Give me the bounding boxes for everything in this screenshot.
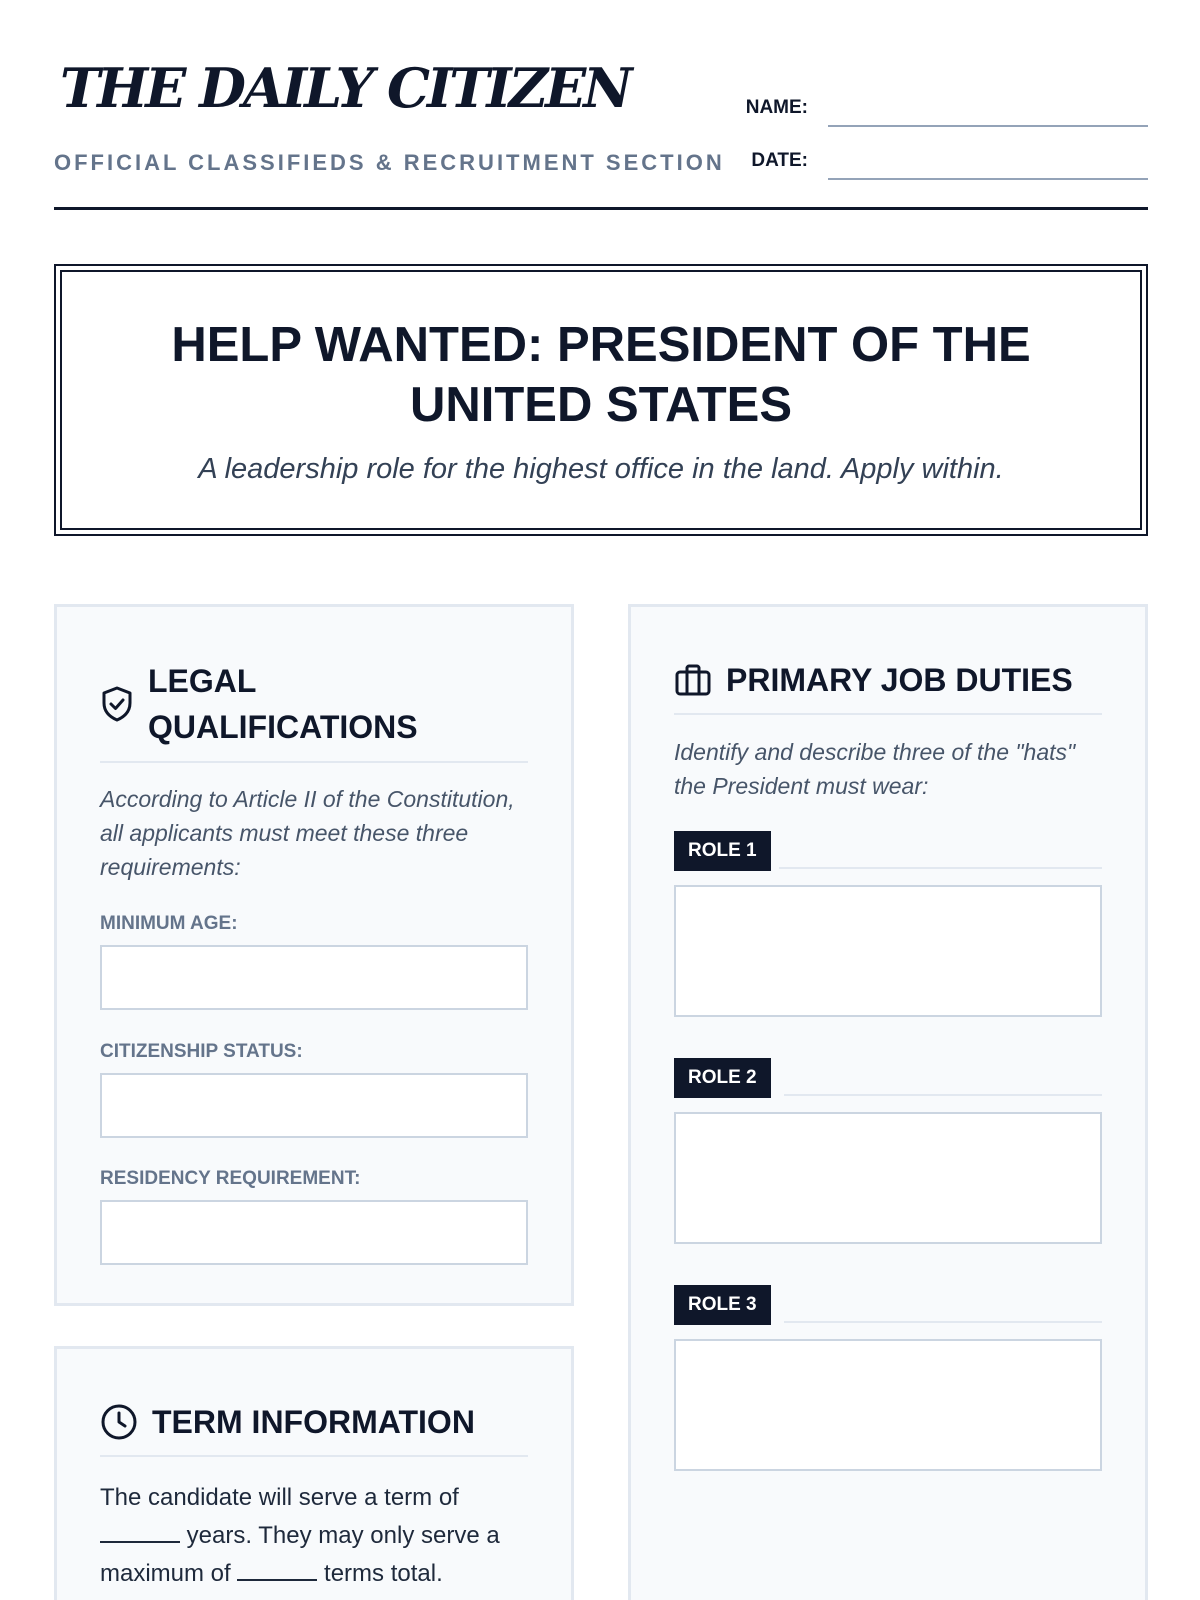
help-wanted-banner (54, 264, 1148, 536)
term-text-part-3: terms total. (324, 1560, 443, 1587)
role-1-input[interactable] (674, 885, 1102, 1017)
citizenship-status-input[interactable] (100, 1073, 528, 1138)
minimum-age-input[interactable] (100, 945, 528, 1010)
term-years-blank[interactable] (100, 1525, 180, 1543)
legal-card-title: LEGAL QUALIFICATIONS (148, 663, 418, 745)
term-text-part-1: The candidate will serve a term of (100, 1484, 459, 1511)
date-field[interactable] (720, 140, 1148, 180)
duties-note: Identify and describe three of the "hats" the President must wear: (674, 739, 1076, 799)
primary-job-duties-card (628, 604, 1148, 1600)
role-2-rule (784, 1094, 1102, 1096)
duties-card-header (674, 647, 1102, 715)
clock-icon (100, 1403, 138, 1441)
term-card-title: TERM INFORMATION (152, 1404, 475, 1440)
masthead-divider (54, 207, 1148, 210)
name-line[interactable] (828, 125, 1148, 127)
legal-card-header (100, 647, 528, 763)
briefcase-icon (674, 663, 712, 697)
term-card-header (100, 1389, 528, 1457)
duties-card-title: PRIMARY JOB DUTIES (726, 662, 1073, 698)
role-3-rule (784, 1321, 1102, 1323)
legal-qualifications-card (54, 604, 574, 1306)
section-subtitle: OFFICIAL CLASSIFIEDS & RECRUITMENT SECTION (54, 150, 725, 175)
residency-requirement-input[interactable] (100, 1200, 528, 1265)
banner-inner-frame (60, 270, 1142, 530)
minimum-age-label: MINIMUM AGE: (100, 913, 238, 934)
date-label: DATE: (751, 150, 808, 171)
citizenship-status-label: CITIZENSHIP STATUS: (100, 1041, 303, 1062)
role-2-tag: ROLE 2 (674, 1058, 771, 1098)
date-line[interactable] (828, 178, 1148, 180)
banner-subtitle: A leadership role for the highest office in the land. Apply within. (198, 453, 1004, 485)
role-3-tag: ROLE 3 (674, 1285, 771, 1325)
role-2-input[interactable] (674, 1112, 1102, 1244)
term-paragraph (100, 1479, 531, 1593)
name-label: NAME: (745, 97, 808, 118)
role-1-tag: ROLE 1 (674, 831, 771, 871)
term-information-card (54, 1346, 574, 1600)
newspaper-title: THE DAILY CITIZEN (60, 56, 630, 120)
role-3-input[interactable] (674, 1339, 1102, 1471)
role-1-rule (779, 867, 1102, 869)
legal-note: According to Article II of the Constitution, all applicants must meet these three requirements: (100, 786, 515, 880)
term-text-part-2: years. They may only serve a maximum of (100, 1522, 500, 1587)
term-count-blank[interactable] (237, 1563, 317, 1581)
shield-check-icon (100, 685, 134, 723)
residency-requirement-label: RESIDENCY REQUIREMENT: (100, 1168, 361, 1189)
banner-title: HELP WANTED: PRESIDENT OF THE UNITED STATES (171, 318, 1031, 432)
name-field[interactable] (720, 87, 1148, 127)
